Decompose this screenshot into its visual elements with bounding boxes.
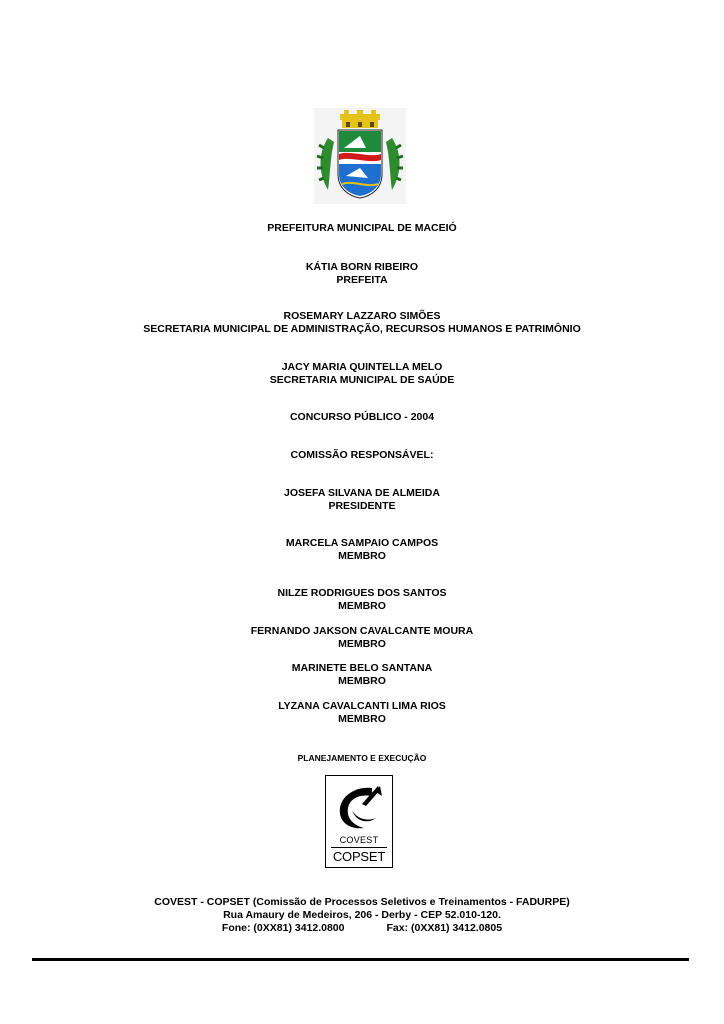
- planning-label: [0, 752, 724, 765]
- prefeitura-text: PREFEITURA MUNICIPAL DE MACEIÓ: [267, 222, 457, 234]
- member-name: LYZANA CAVALCANTI LIMA RIOS: [278, 700, 446, 712]
- member-role: MEMBRO: [338, 638, 386, 650]
- member-role: PRESIDENTE: [328, 500, 396, 512]
- member-role: MEMBRO: [338, 550, 386, 562]
- planning-text: PLANEJAMENTO E EXECUÇÃO: [297, 753, 427, 763]
- footer-rule: [32, 958, 689, 961]
- commission-member: [0, 662, 724, 688]
- commission-heading-text: COMISSÃO RESPONSÁVEL:: [290, 449, 434, 461]
- official-secretaria-saude: [0, 361, 724, 387]
- official-role: SECRETARIA MUNICIPAL DE SAÚDE: [269, 374, 455, 386]
- footer-address: Rua Amaury de Medeiros, 206 - Derby - CEP 52.010-120.: [223, 909, 501, 921]
- covest-swoosh-icon: [332, 782, 386, 834]
- footer-organization: COVEST - COPSET (Comissão de Processos Seletivos e Treinamentos - FADURPE): [154, 896, 570, 908]
- logo-copset-text: COPSET: [332, 849, 386, 864]
- official-name: JACY MARIA QUINTELLA MELO: [281, 361, 443, 373]
- official-name: ROSEMARY LAZZARO SIMÕES: [283, 310, 441, 322]
- commission-member: [0, 587, 724, 613]
- official-secretaria-administracao: [0, 310, 724, 336]
- official-role: SECRETARIA MUNICIPAL DE ADMINISTRAÇÃO, RECURSOS HUMANOS E PATRIMÔNIO: [143, 323, 581, 335]
- logo-covest-text: COVEST: [339, 835, 379, 845]
- member-name: JOSEFA SILVANA DE ALMEIDA: [284, 487, 440, 499]
- commission-member: [0, 700, 724, 726]
- footer-phone-row: [0, 922, 724, 935]
- official-role: PREFEITA: [336, 274, 388, 286]
- commission-member: [0, 625, 724, 651]
- commission-member: [0, 537, 724, 563]
- covest-copset-logo: [325, 775, 393, 868]
- contest-text: CONCURSO PÚBLICO - 2004: [289, 411, 435, 423]
- member-role: MEMBRO: [338, 713, 386, 725]
- official-name: KÁTIA BORN RIBEIRO: [305, 261, 419, 273]
- commission-member: [0, 487, 724, 513]
- member-name: MARINETE BELO SANTANA: [291, 662, 433, 674]
- member-role: MEMBRO: [338, 600, 386, 612]
- contest-title: [0, 411, 724, 424]
- coat-of-arms-icon: [314, 108, 406, 204]
- member-name: MARCELA SAMPAIO CAMPOS: [285, 537, 439, 549]
- prefeitura-title: [0, 222, 724, 235]
- commission-heading: [0, 449, 724, 462]
- footer-contact: [0, 896, 724, 935]
- official-prefeita: [0, 261, 724, 287]
- footer-fax: Fax: (0XX81) 3412.0805: [386, 922, 503, 934]
- member-name: FERNANDO JAKSON CAVALCANTE MOURA: [250, 625, 474, 637]
- member-name: NILZE RODRIGUES DOS SANTOS: [277, 587, 447, 599]
- member-role: MEMBRO: [338, 675, 386, 687]
- footer-phone: Fone: (0XX81) 3412.0800: [221, 922, 345, 934]
